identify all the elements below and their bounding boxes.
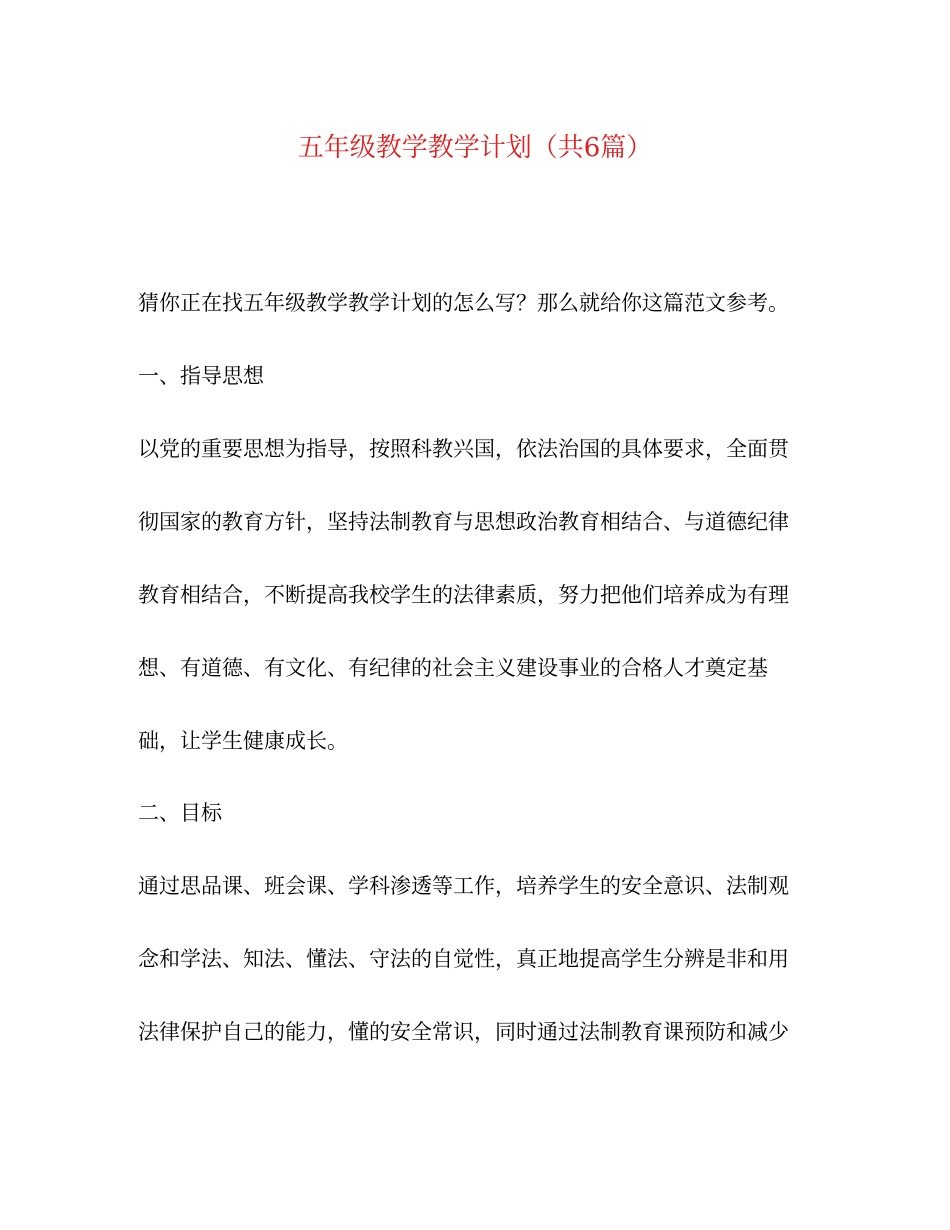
paragraph-line: 想、有道德、有文化、有纪律的社会主义建设事业的合格人才奠定基 (138, 656, 768, 680)
section-heading-guiding-ideology: 一、指导思想 (138, 364, 264, 388)
paragraph-line: 础，让学生健康成长。 (138, 729, 348, 753)
paragraph-line: 念和学法、知法、懂法、守法的自觉性，真正地提高学生分辨是非和用 (138, 947, 789, 971)
document-title: 五年级教学教学计划（共6篇） (297, 133, 653, 163)
paragraph-line: 彻国家的教育方针，坚持法制教育与思想政治教育相结合、与道德纪律 (138, 510, 789, 534)
paragraph-line: 法律保护自己的能力，懂的安全常识，同时通过法制教育课预防和减少 (138, 1020, 789, 1044)
section-heading-goals: 二、目标 (138, 801, 222, 825)
paragraph-line: 以党的重要思想为指导，按照科教兴国，依法治国的具体要求，全面贯 (138, 437, 789, 461)
paragraph-line: 通过思品课、班会课、学科渗透等工作，培养学生的安全意识、法制观 (138, 874, 789, 898)
intro-paragraph: 猜你正在找五年级教学教学计划的怎么写？那么就给你这篇范文参考。 (138, 291, 789, 315)
paragraph-line: 教育相结合，不断提高我校学生的法律素质，努力把他们培养成为有理 (138, 583, 789, 607)
